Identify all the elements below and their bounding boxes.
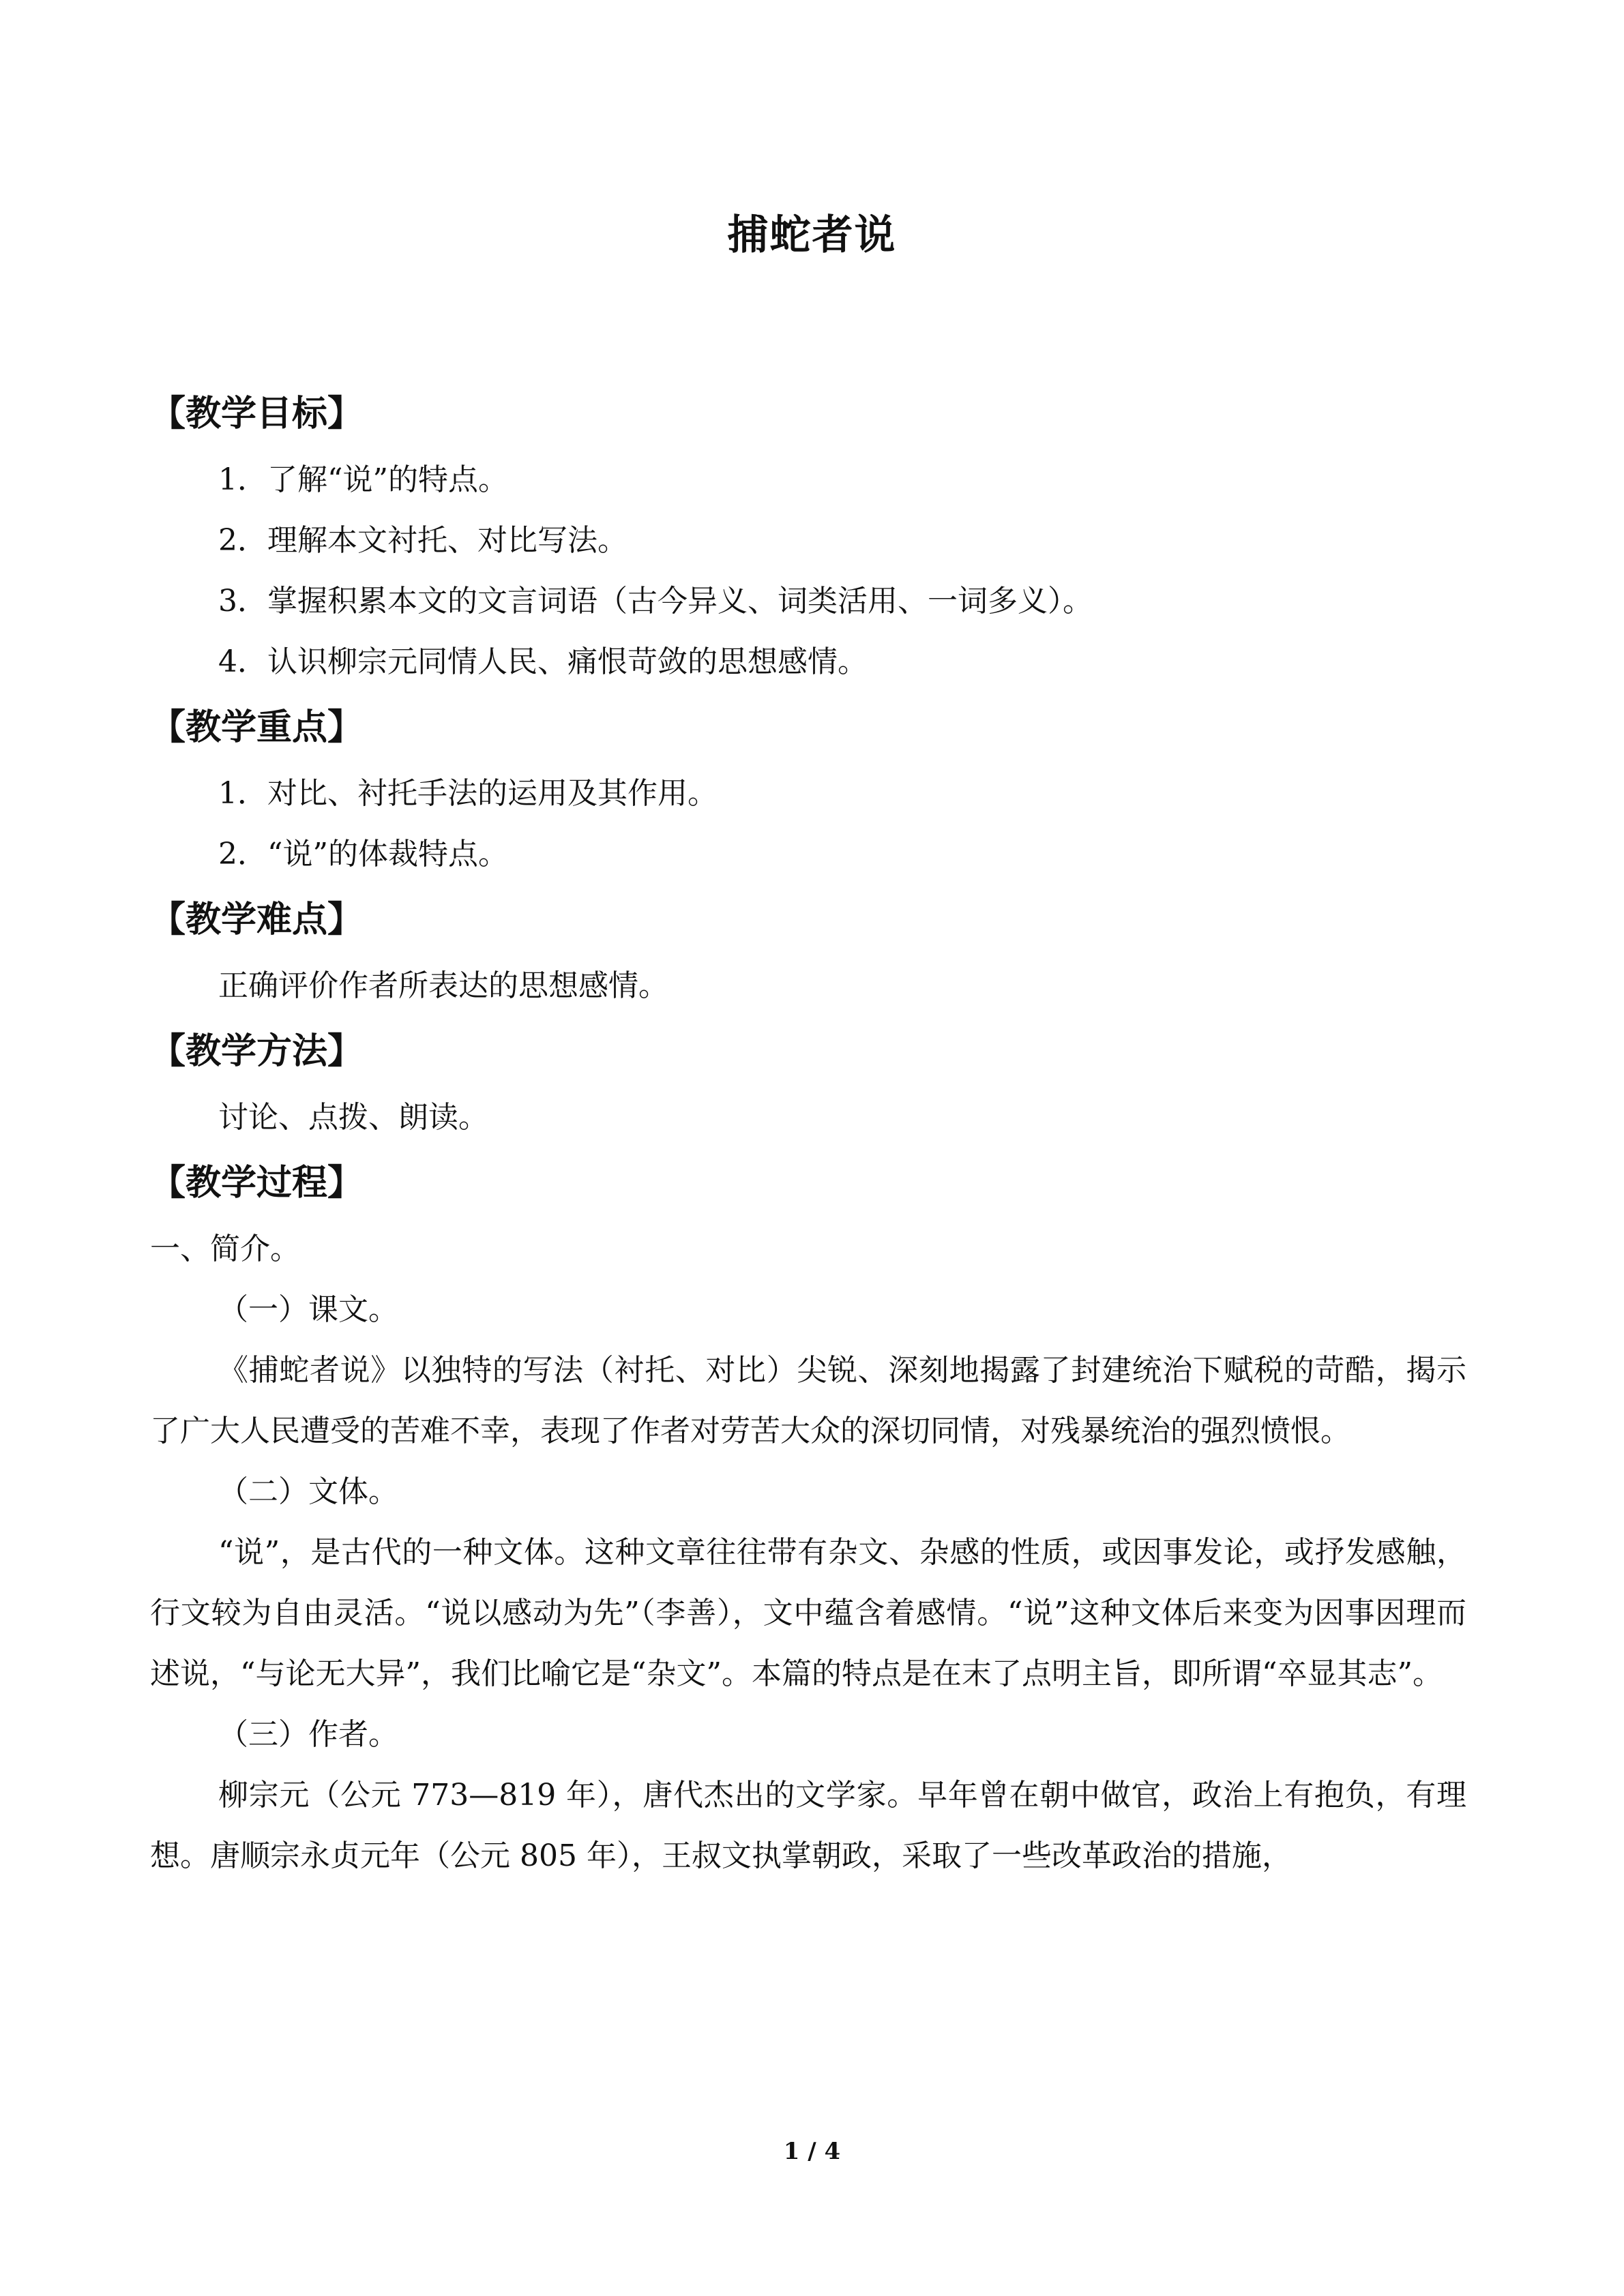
key-point-item: 2．“说”的体裁特点。 [218,837,508,871]
section-heading-methods: 【教学方法】 [150,1031,364,1072]
objective-item: 4．认识柳宗元同情人民、痛恨苛敛的思想感情。 [218,644,868,679]
process-paragraph: 柳宗元（公元 773—819 年），唐代杰出的文学家。早年曾在朝中做官，政治上有抱负，有理想。唐顺宗永贞元年（公元 805 年），王叔文执掌朝政，采取了一些改革政治的措施， [150,1778,1466,1873]
process-subheading: （三）作者。 [218,1717,398,1752]
document-title: 捕蛇者说 [727,211,897,259]
section-heading-process: 【教学过程】 [150,1163,364,1204]
objective-item: 1．了解“说”的特点。 [218,462,508,497]
process-subheading: （一）课文。 [218,1292,398,1327]
document-body [150,378,1466,1886]
process-paragraph: 《捕蛇者说》以独特的写法（衬托、对比）尖锐、深刻地揭露了封建统治下赋税的苛酷，揭示了广大人民遭受的苦难不幸，表现了作者对劳苦大众的深切同情，对残暴统治的强烈愤恨。 [150,1353,1466,1448]
difficulty-item: 正确评价作者所表达的思想感情。 [218,968,668,1003]
process-subheading: （二）文体。 [218,1474,398,1509]
process-part-heading: 一、简介。 [150,1232,300,1266]
section-heading-difficulties: 【教学难点】 [150,899,364,940]
process-paragraph: “说”，是古代的一种文体。这种文章往往带有杂文、杂感的性质，或因事发论，或抒发感触，行文较为自由灵活。“说以感动为先”（李善），文中蕴含着感情。“说”这种文体后来变为因事因理而述说，“与论无大异”，我们比喻它是“杂文”。本篇的特点是在末了点明主旨，即所谓“卒显其志”。 [150,1535,1466,1691]
section-heading-objectives: 【教学目标】 [150,393,364,434]
key-point-item: 1．对比、衬托手法的运用及其作用。 [218,776,718,811]
section-heading-key-points: 【教学重点】 [150,707,364,748]
page-number: 1 / 4 [783,2138,841,2165]
objective-item: 3．掌握积累本文的文言词语（古今异义、词类活用、一词多义）。 [218,584,1093,618]
method-item: 讨论、点拨、朗读。 [218,1100,488,1135]
objective-item: 2．理解本文衬托、对比写法。 [218,523,628,558]
